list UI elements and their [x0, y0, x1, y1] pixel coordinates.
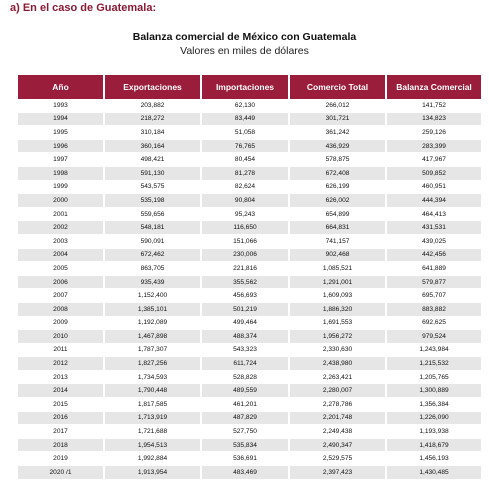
cell-total-trade: 1,691,553 [289, 316, 386, 330]
cell-trade-balance: 641,889 [386, 262, 481, 276]
cell-total-trade: 2,529,575 [289, 452, 386, 466]
cell-year: 2001 [18, 207, 104, 221]
table-row [18, 221, 481, 235]
cell-trade-balance: 1,356,384 [386, 398, 481, 412]
table-row [18, 248, 481, 262]
cell-imports: 527,750 [201, 425, 289, 439]
column-header-year: Año [18, 75, 104, 99]
table-row [18, 438, 481, 452]
cell-imports: 483,469 [201, 466, 289, 480]
cell-imports: 499,464 [201, 316, 289, 330]
cell-imports: 611,724 [201, 357, 289, 371]
cell-trade-balance: 464,413 [386, 207, 481, 221]
cell-trade-balance: 283,399 [386, 139, 481, 153]
cell-imports: 116,650 [201, 221, 289, 235]
cell-trade-balance: 1,215,532 [386, 357, 481, 371]
cell-total-trade: 301,721 [289, 112, 386, 126]
cell-trade-balance: 509,852 [386, 166, 481, 180]
cell-trade-balance: 692,625 [386, 316, 481, 330]
table-row [18, 384, 481, 398]
table-row [18, 425, 481, 439]
cell-imports: 230,006 [201, 248, 289, 262]
cell-imports: 488,374 [201, 330, 289, 344]
cell-total-trade: 2,397,423 [289, 466, 386, 480]
cell-imports: 82,624 [201, 180, 289, 194]
cell-total-trade: 654,899 [289, 207, 386, 221]
cell-trade-balance: 1,226,090 [386, 411, 481, 425]
cell-trade-balance: 439,025 [386, 234, 481, 248]
cell-imports: 501,219 [201, 302, 289, 316]
cell-year: 2014 [18, 384, 104, 398]
cell-exports: 1,734,593 [104, 370, 201, 384]
cell-exports: 591,130 [104, 166, 201, 180]
table-row [18, 99, 481, 112]
cell-imports: 355,562 [201, 275, 289, 289]
table-row [18, 166, 481, 180]
table-row [18, 302, 481, 316]
cell-trade-balance: 444,394 [386, 194, 481, 208]
cell-trade-balance: 1,456,193 [386, 452, 481, 466]
cell-trade-balance: 883,882 [386, 302, 481, 316]
cell-exports: 1,721,688 [104, 425, 201, 439]
table-row [18, 370, 481, 384]
cell-exports: 672,462 [104, 248, 201, 262]
cell-year: 2018 [18, 438, 104, 452]
table-row [18, 411, 481, 425]
cell-year: 1996 [18, 139, 104, 153]
cell-exports: 1,992,884 [104, 452, 201, 466]
cell-exports: 863,705 [104, 262, 201, 276]
cell-exports: 498,421 [104, 153, 201, 167]
cell-exports: 1,827,256 [104, 357, 201, 371]
cell-imports: 151,066 [201, 234, 289, 248]
table-row [18, 112, 481, 126]
cell-imports: 543,323 [201, 343, 289, 357]
table-row [18, 194, 481, 208]
cell-imports: 90,804 [201, 194, 289, 208]
cell-exports: 218,272 [104, 112, 201, 126]
cell-trade-balance: 442,456 [386, 248, 481, 262]
cell-total-trade: 266,012 [289, 99, 386, 112]
cell-imports: 95,243 [201, 207, 289, 221]
cell-trade-balance: 979,524 [386, 330, 481, 344]
cell-total-trade: 2,201,748 [289, 411, 386, 425]
table-row [18, 180, 481, 194]
table-row [18, 262, 481, 276]
table-subtitle: Valores en miles de dólares [180, 45, 309, 57]
cell-exports: 548,181 [104, 221, 201, 235]
cell-imports: 456,693 [201, 289, 289, 303]
cell-year: 2010 [18, 330, 104, 344]
table-row [18, 234, 481, 248]
table-row [18, 289, 481, 303]
cell-imports: 528,828 [201, 370, 289, 384]
cell-year: 1995 [18, 126, 104, 140]
table-row [18, 357, 481, 371]
cell-trade-balance: 141,752 [386, 99, 481, 112]
cell-exports: 535,198 [104, 194, 201, 208]
cell-exports: 1,790,448 [104, 384, 201, 398]
cell-imports: 83,449 [201, 112, 289, 126]
cell-exports: 1,385,101 [104, 302, 201, 316]
cell-imports: 51,058 [201, 126, 289, 140]
cell-exports: 935,439 [104, 275, 201, 289]
cell-year: 2007 [18, 289, 104, 303]
section-heading: a) En el caso de Guatemala: [10, 2, 157, 14]
cell-imports: 535,834 [201, 438, 289, 452]
cell-imports: 80,454 [201, 153, 289, 167]
cell-total-trade: 2,263,421 [289, 370, 386, 384]
column-header-total-trade: Comercio Total [289, 75, 386, 99]
cell-total-trade: 672,408 [289, 166, 386, 180]
cell-total-trade: 2,330,630 [289, 343, 386, 357]
table-row [18, 126, 481, 140]
cell-year: 1997 [18, 153, 104, 167]
cell-total-trade: 2,280,007 [289, 384, 386, 398]
cell-year: 2019 [18, 452, 104, 466]
table-row [18, 398, 481, 412]
trade-balance-table [18, 75, 481, 480]
cell-year: 2012 [18, 357, 104, 371]
cell-year: 1998 [18, 166, 104, 180]
table-row [18, 275, 481, 289]
table-row [18, 466, 481, 480]
cell-year: 2003 [18, 234, 104, 248]
cell-imports: 221,816 [201, 262, 289, 276]
cell-exports: 590,091 [104, 234, 201, 248]
cell-total-trade: 436,929 [289, 139, 386, 153]
cell-trade-balance: 1,430,485 [386, 466, 481, 480]
cell-trade-balance: 1,243,984 [386, 343, 481, 357]
cell-exports: 1,467,898 [104, 330, 201, 344]
table-row [18, 343, 481, 357]
cell-year: 1999 [18, 180, 104, 194]
cell-year: 2015 [18, 398, 104, 412]
table-row [18, 330, 481, 344]
cell-trade-balance: 1,193,938 [386, 425, 481, 439]
cell-year: 2002 [18, 221, 104, 235]
cell-trade-balance: 134,823 [386, 112, 481, 126]
cell-imports: 461,201 [201, 398, 289, 412]
cell-trade-balance: 1,300,889 [386, 384, 481, 398]
cell-year: 2011 [18, 343, 104, 357]
cell-total-trade: 1,886,320 [289, 302, 386, 316]
cell-exports: 310,184 [104, 126, 201, 140]
table-row [18, 207, 481, 221]
cell-year: 1993 [18, 99, 104, 112]
cell-exports: 1,913,954 [104, 466, 201, 480]
cell-year: 2000 [18, 194, 104, 208]
cell-imports: 81,278 [201, 166, 289, 180]
cell-exports: 559,656 [104, 207, 201, 221]
cell-year: 2004 [18, 248, 104, 262]
cell-total-trade: 2,438,980 [289, 357, 386, 371]
cell-total-trade: 2,490,347 [289, 438, 386, 452]
cell-total-trade: 1,956,272 [289, 330, 386, 344]
cell-year: 2008 [18, 302, 104, 316]
cell-year: 2017 [18, 425, 104, 439]
cell-year: 2005 [18, 262, 104, 276]
cell-imports: 536,691 [201, 452, 289, 466]
cell-imports: 487,829 [201, 411, 289, 425]
cell-trade-balance: 259,126 [386, 126, 481, 140]
cell-year: 2006 [18, 275, 104, 289]
column-header-trade-balance: Balanza Comercial [386, 75, 481, 99]
cell-total-trade: 2,278,786 [289, 398, 386, 412]
cell-trade-balance: 1,418,679 [386, 438, 481, 452]
cell-total-trade: 664,831 [289, 221, 386, 235]
cell-exports: 360,164 [104, 139, 201, 153]
cell-total-trade: 741,157 [289, 234, 386, 248]
cell-total-trade: 1,291,001 [289, 275, 386, 289]
cell-exports: 1,954,513 [104, 438, 201, 452]
cell-exports: 203,882 [104, 99, 201, 112]
cell-trade-balance: 695,707 [386, 289, 481, 303]
table-row [18, 153, 481, 167]
table-row [18, 316, 481, 330]
cell-trade-balance: 579,877 [386, 275, 481, 289]
table-row [18, 139, 481, 153]
cell-exports: 1,713,919 [104, 411, 201, 425]
cell-total-trade: 1,609,093 [289, 289, 386, 303]
cell-trade-balance: 417,967 [386, 153, 481, 167]
cell-total-trade: 902,468 [289, 248, 386, 262]
cell-exports: 1,817,585 [104, 398, 201, 412]
table-body [18, 99, 481, 479]
table-row [18, 452, 481, 466]
cell-total-trade: 626,199 [289, 180, 386, 194]
cell-year: 2013 [18, 370, 104, 384]
cell-imports: 76,765 [201, 139, 289, 153]
table-title: Balanza comercial de México con Guatemala [132, 31, 357, 43]
cell-imports: 62,130 [201, 99, 289, 112]
table-header-row [18, 75, 481, 99]
cell-total-trade: 578,875 [289, 153, 386, 167]
cell-trade-balance: 431,531 [386, 221, 481, 235]
cell-exports: 1,787,307 [104, 343, 201, 357]
cell-year: 2016 [18, 411, 104, 425]
cell-trade-balance: 1,205,765 [386, 370, 481, 384]
cell-total-trade: 1,085,521 [289, 262, 386, 276]
column-header-exports: Exportaciones [104, 75, 201, 99]
cell-total-trade: 626,002 [289, 194, 386, 208]
cell-year: 2020 /1 [18, 466, 104, 480]
cell-total-trade: 361,242 [289, 126, 386, 140]
cell-exports: 1,192,089 [104, 316, 201, 330]
cell-year: 1994 [18, 112, 104, 126]
cell-exports: 1,152,400 [104, 289, 201, 303]
cell-total-trade: 2,249,438 [289, 425, 386, 439]
cell-trade-balance: 460,951 [386, 180, 481, 194]
cell-exports: 543,575 [104, 180, 201, 194]
column-header-imports: Importaciones [201, 75, 289, 99]
cell-year: 2009 [18, 316, 104, 330]
cell-imports: 489,559 [201, 384, 289, 398]
